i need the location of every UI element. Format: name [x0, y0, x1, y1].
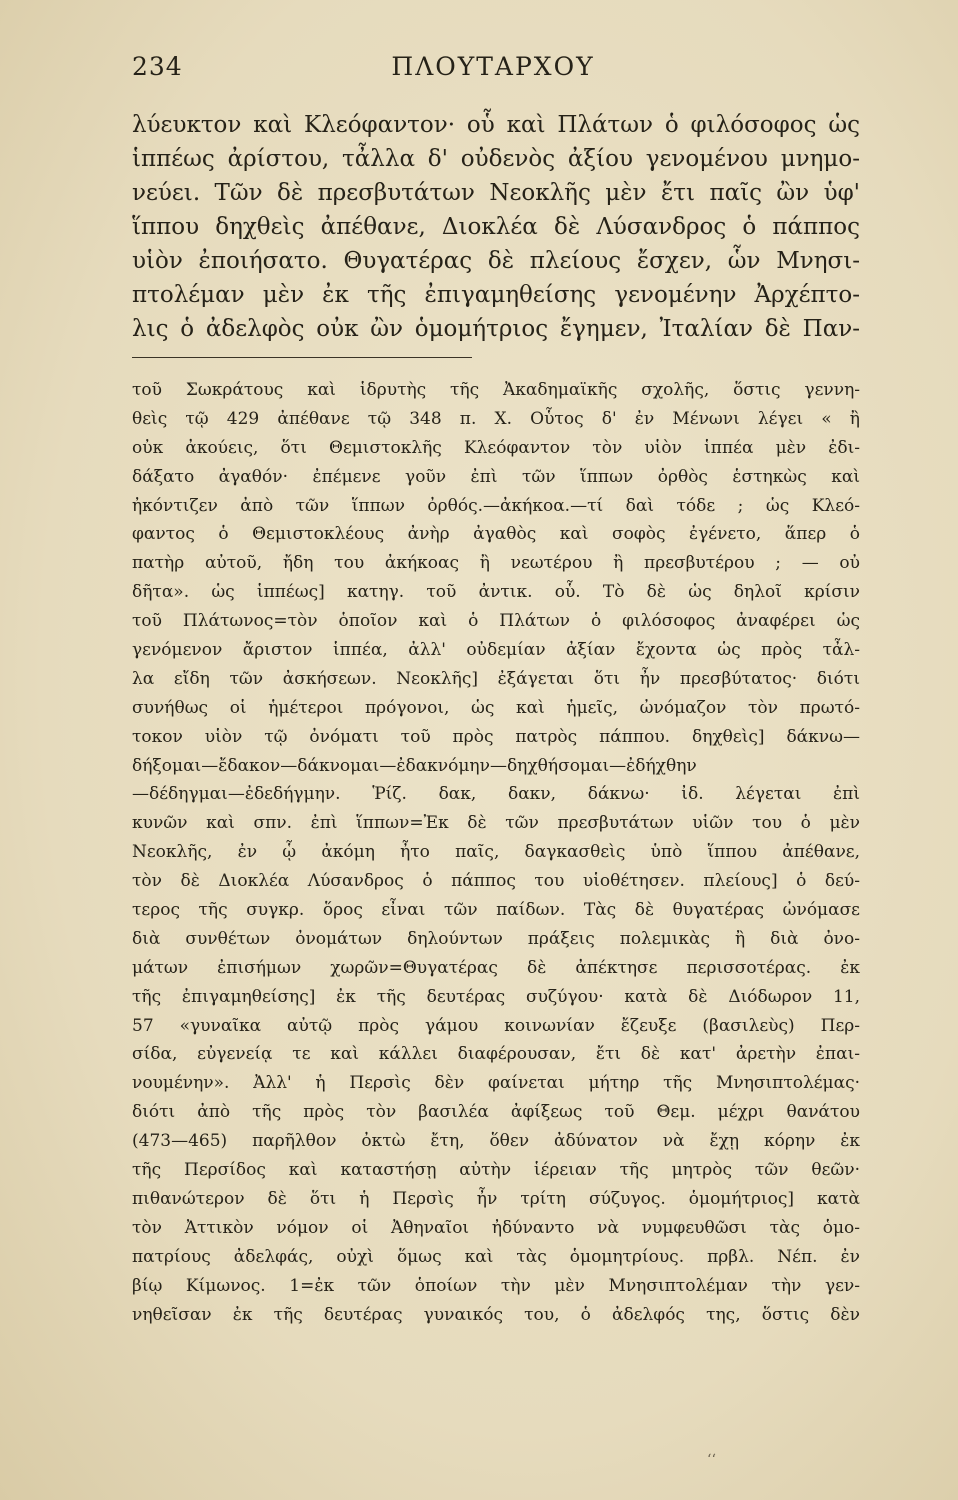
- commentary-line: κυνῶν καὶ σπν. ἐπὶ ἵππων=Ἐκ δὲ τῶν πρεσβυτάτων υἱῶν του ὁ μὲν: [132, 813, 860, 834]
- commentary-line: πατὴρ αὐτοῦ, ἤδη του ἀκήκοας ἢ νεωτέρου ἢ πρεσβυτέρου ; — οὐ: [132, 553, 860, 574]
- commentary-line: τοῦ Σωκράτους καὶ ἱδρυτὴς τῆς Ἀκαδημαϊκῆς σχολῆς, ὅστις γεννη-: [132, 380, 860, 400]
- commentary-notes: [132, 376, 860, 1329]
- commentary-line: —δέδηγμαι—ἐδεδήγμην. Ῥίζ. δακ, δακν, δάκνω· ἰδ. λέγεται ἐπὶ: [132, 784, 860, 805]
- commentary-line: τοῦ Πλάτωνος=τὸν ὁποῖον καὶ ὁ Πλάτων ὁ φιλόσοφος ἀναφέρει ὡς: [132, 611, 860, 632]
- commentary-line: φαντος ὁ Θεμιστοκλέους ἀνὴρ ἀγαθὸς καὶ σοφὸς ἐγένετο, ἅπερ ὁ: [132, 524, 860, 545]
- main-text-line: λις ὁ ἀδελφὸς οὐκ ὢν ὁμομήτριος ἔγημεν, Ἰταλίαν δὲ Παν-: [132, 316, 860, 342]
- commentary-line: (473—465) παρῆλθον ὀκτὼ ἔτη, ὅθεν ἀδύνατον νὰ ἔχῃ κόρην ἐκ: [132, 1131, 860, 1152]
- commentary-line: διότι ἀπὸ τῆς πρὸς τὸν βασιλέα ἀφίξεως τοῦ Θεμ. μέχρι θανάτου: [132, 1102, 860, 1123]
- main-text-line: νεύει. Τῶν δὲ πρεσβυτάτων Νεοκλῆς μὲν ἔτι παῖς ὢν ὑφ': [132, 180, 860, 206]
- commentary-line: γενόμενον ἄριστον ἱππέα, ἀλλ' οὐδεμίαν ἀξίαν ἔχοντα ὡς πρὸς τἆλ-: [132, 640, 860, 661]
- commentary-line: οὐκ ἀκούεις, ὅτι Θεμιστοκλῆς Κλεόφαντον τὸν υἱὸν ἱππέα μὲν ἐδι-: [132, 437, 860, 458]
- commentary-line: τῆς Περσίδος καὶ καταστήσῃ αὐτὴν ἱέρειαν τῆς μητρὸς τῶν θεῶν·: [132, 1160, 860, 1181]
- commentary-line: τὸν Ἀττικὸν νόμον οἱ Ἀθηναῖοι ἠδύναντο νὰ νυμφευθῶσι τὰς ὁμο-: [132, 1217, 860, 1238]
- main-text-line: πτολέμαν μὲν ἐκ τῆς ἐπιγαμηθείσης γενομένην Ἀρχέπτο-: [132, 282, 860, 308]
- commentary-line: σίδα, εὐγενείᾳ τε καὶ κάλλει διαφέρουσαν, ἔτι δὲ κατ' ἀρετὴν ἐπαι-: [132, 1044, 860, 1065]
- commentary-line: πιθανώτερον δὲ ὅτι ἡ Περσὶς ἦν τρίτη σύζυγος. ὁμομήτριος] κατὰ: [132, 1188, 860, 1209]
- page-mark: ʻʻ: [707, 1452, 716, 1468]
- commentary-line: πατρίους ἀδελφάς, οὐχὶ ὅμως καὶ τὰς ὁμομητρίους. πρβλ. Νέπ. ἐν: [132, 1246, 860, 1267]
- commentary-line: συνήθως οἱ ἡμέτεροι πρόγονοι, ὡς καὶ ἡμεῖς, ὠνόμαζον τὸν πρωτό-: [132, 697, 860, 718]
- commentary-line: νουμένην». Ἀλλ' ἡ Περσὶς δὲν φαίνεται μήτηρ τῆς Μνησιπτολέμας·: [132, 1073, 860, 1094]
- commentary-line: διὰ συνθέτων ὀνομάτων δηλούντων πράξεις πολεμικὰς ἢ διὰ ὀνο-: [132, 928, 860, 949]
- commentary-line: δῆτα». ὡς ἱππέως] κατηγ. τοῦ ἀντικ. οὗ. Τὸ δὲ ὡς δηλοῖ κρίσιν: [132, 582, 860, 603]
- commentary-line: λα εἴδη τῶν ἀσκήσεων. Νεοκλῆς] ἐξάγεται ὅτι ἦν πρεσβύτατος· διότι: [132, 668, 860, 689]
- commentary-line: δάξατο ἀγαθόν· ἐπέμενε γοῦν ἐπὶ τῶν ἵππων ὀρθὸς ἑστηκὼς καὶ: [132, 466, 860, 487]
- commentary-line: νηθεῖσαν ἐκ τῆς δευτέρας γυναικός του, ὁ ἀδελφός της, ὅστις δὲν: [132, 1304, 860, 1325]
- commentary-line: 57 «γυναῖκα αὐτῷ πρὸς γάμου κοινωνίαν ἔζευξε (βασιλεὺς) Περ-: [132, 1015, 860, 1036]
- running-head: [132, 52, 854, 92]
- commentary-line: βίῳ Κίμωνος. 1=ἐκ τῶν ὁποίων τὴν μὲν Μνησιπτολέμαν τὴν γεν-: [132, 1275, 860, 1296]
- main-text-line: λύευκτον καὶ Κλεόφαντον· οὗ καὶ Πλάτων ὁ φιλόσοφος ὡς: [132, 112, 860, 138]
- commentary-line: ἠκόντιζεν ἀπὸ τῶν ἵππων ὀρθός.—ἀκήκοα.—τί δαὶ τόδε ; ὡς Κλεό-: [132, 495, 860, 516]
- commentary-line: τῆς ἐπιγαμηθείσης] ἐκ τῆς δευτέρας συζύγου· κατὰ δὲ Διόδωρον 11,: [132, 986, 860, 1007]
- commentary-line: Νεοκλῆς, ἐν ᾧ ἀκόμη ἦτο παῖς, δαγκασθεὶς ὑπὸ ἵππου ἀπέθανε,: [132, 842, 860, 863]
- commentary-line: δήξομαι—ἔδακον—δάκνομαι—ἐδακνόμην—δηχθήσομαι—ἐδήχθην: [132, 755, 697, 776]
- commentary-line: τοκον υἱὸν τῷ ὀνόματι τοῦ πρὸς πατρὸς πάππου. δηχθεὶς] δάκνω—: [132, 726, 860, 747]
- main-text: [132, 108, 860, 346]
- main-text-line: ἵππου δηχθεὶς ἀπέθανε, Διοκλέα δὲ Λύσανδρος ὁ πάππος: [132, 214, 860, 240]
- commentary-line: τὸν δὲ Διοκλέα Λύσανδρος ὁ πάππος του υἱοθέτησεν. πλείους] ὁ δεύ-: [132, 871, 860, 892]
- commentary-line: θεὶς τῷ 429 ἀπέθανε τῷ 348 π. Χ. Οὗτος δ' ἐν Μένωνι λέγει « ἢ: [132, 408, 860, 429]
- page-number: 234: [132, 52, 183, 81]
- main-text-line: ἱππέως ἀρίστου, τἆλλα δ' οὐδενὸς ἀξίου γενομένου μνημο-: [132, 146, 860, 172]
- footnote-separator: [132, 357, 472, 358]
- commentary-line: μάτων ἐπισήμων χωρῶν=Θυγατέρας δὲ ἀπέκτησε περισσοτέρας. ἐκ: [132, 957, 860, 978]
- running-title: ΠΛΟΥΤΑΡΧΟΥ: [391, 52, 595, 81]
- main-text-line: υἱὸν ἐποιήσατο. Θυγατέρας δὲ πλείους ἔσχεν, ὧν Μνησι-: [132, 248, 860, 274]
- commentary-line: τερος τῆς συγκρ. ὅρος εἶναι τῶν παίδων. Τὰς δὲ θυγατέρας ὠνόμασε: [132, 900, 860, 921]
